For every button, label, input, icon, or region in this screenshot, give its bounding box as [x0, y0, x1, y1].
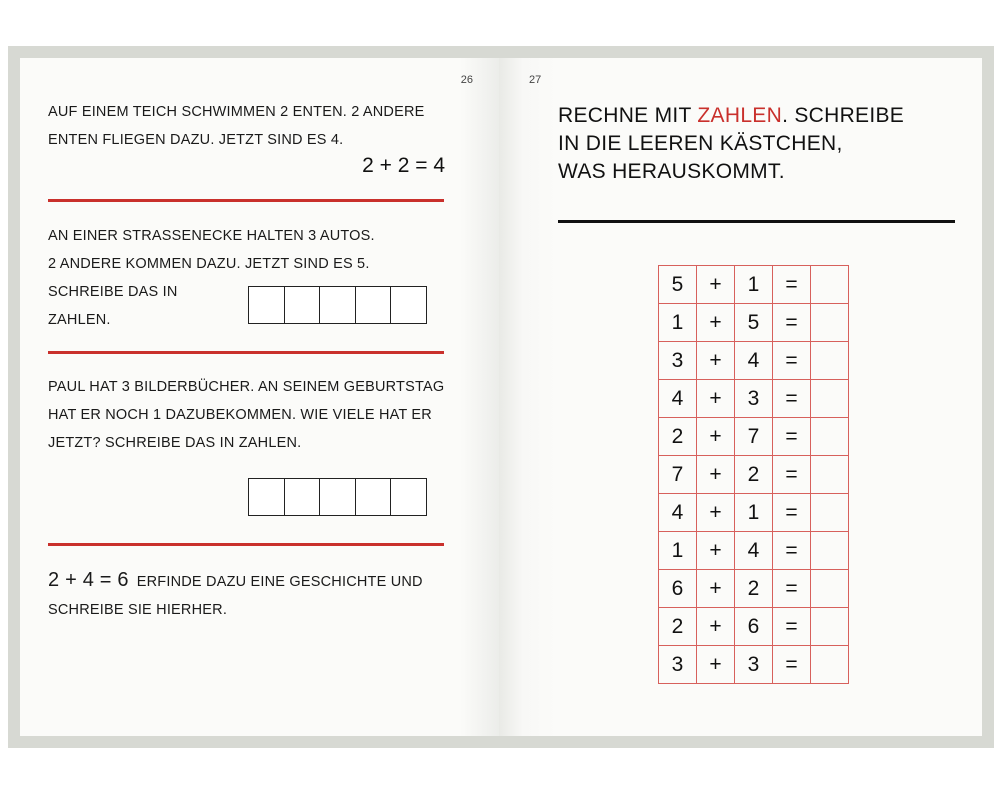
- plus-sign-cell: +: [697, 608, 735, 646]
- headline-line: IN DIE LEEREN KÄSTCHEN,: [558, 132, 843, 155]
- left-page: [20, 58, 499, 736]
- exercise-row: [659, 646, 849, 684]
- addend-b-cell: 2: [735, 456, 773, 494]
- exercise-row: [659, 532, 849, 570]
- task1-line: ENTEN FLIEGEN DAZU. JETZT SIND ES 4.: [48, 132, 344, 148]
- addend-a-cell: 6: [659, 570, 697, 608]
- exercise-row: [659, 494, 849, 532]
- addend-b-cell: 5: [735, 304, 773, 342]
- exercise-row: [659, 266, 849, 304]
- addend-a-cell: 7: [659, 456, 697, 494]
- page-number-right: 27: [529, 74, 542, 86]
- addend-a-cell: 1: [659, 532, 697, 570]
- exercise-row: [659, 418, 849, 456]
- addend-b-cell: 6: [735, 608, 773, 646]
- task4-text: [48, 566, 468, 624]
- task4-line: [48, 566, 468, 596]
- red-divider: [48, 351, 444, 354]
- task4-instruction: ERFINDE DAZU EINE GESCHICHTE UND: [136, 574, 423, 590]
- result-cell[interactable]: [811, 418, 849, 456]
- task1-equation: 2 + 2 = 4: [362, 154, 445, 177]
- plus-sign-cell: +: [697, 304, 735, 342]
- addend-a-cell: 2: [659, 418, 697, 456]
- equals-sign-cell: =: [773, 646, 811, 684]
- exercise-row: [659, 342, 849, 380]
- headline-line: WAS HERAUSKOMMT.: [558, 160, 785, 183]
- addend-a-cell: 2: [659, 608, 697, 646]
- plus-sign-cell: +: [697, 342, 735, 380]
- equals-sign-cell: =: [773, 342, 811, 380]
- equals-sign-cell: =: [773, 304, 811, 342]
- equals-sign-cell: =: [773, 608, 811, 646]
- plus-sign-cell: +: [697, 646, 735, 684]
- result-cell[interactable]: [811, 646, 849, 684]
- headline-highlight: ZAHLEN: [697, 104, 783, 127]
- plus-sign-cell: +: [697, 570, 735, 608]
- plus-sign-cell: +: [697, 380, 735, 418]
- answer-box[interactable]: [248, 478, 285, 516]
- answer-box[interactable]: [319, 478, 356, 516]
- addend-b-cell: 7: [735, 418, 773, 456]
- result-cell[interactable]: [811, 342, 849, 380]
- plus-sign-cell: +: [697, 532, 735, 570]
- exercise-row: [659, 570, 849, 608]
- result-cell[interactable]: [811, 380, 849, 418]
- exercise-row: [659, 380, 849, 418]
- answer-box[interactable]: [319, 286, 356, 324]
- headline-part1: RECHNE MIT: [558, 104, 698, 127]
- result-cell[interactable]: [811, 494, 849, 532]
- task3-line: JETZT? SCHREIBE DAS IN ZAHLEN.: [48, 435, 302, 451]
- exercise-row: [659, 456, 849, 494]
- black-divider: [558, 220, 955, 223]
- answer-box[interactable]: [284, 478, 321, 516]
- answer-box[interactable]: [248, 286, 285, 324]
- addend-a-cell: 3: [659, 646, 697, 684]
- addend-a-cell: 4: [659, 380, 697, 418]
- result-cell[interactable]: [811, 608, 849, 646]
- headline-part2: . SCHREIBE: [782, 104, 905, 127]
- exercise-row: [659, 608, 849, 646]
- addend-b-cell: 2: [735, 570, 773, 608]
- answer-boxes-task2[interactable]: [248, 286, 427, 324]
- result-cell[interactable]: [811, 304, 849, 342]
- right-page: [499, 58, 982, 736]
- task3-text: [48, 373, 448, 457]
- equals-sign-cell: =: [773, 456, 811, 494]
- result-cell[interactable]: [811, 266, 849, 304]
- addition-grid: [658, 265, 849, 684]
- task1-text: [48, 98, 448, 154]
- addend-b-cell: 4: [735, 532, 773, 570]
- addend-b-cell: 3: [735, 646, 773, 684]
- equals-sign-cell: =: [773, 266, 811, 304]
- addend-b-cell: 4: [735, 342, 773, 380]
- addend-a-cell: 3: [659, 342, 697, 380]
- equals-sign-cell: =: [773, 418, 811, 456]
- result-cell[interactable]: [811, 532, 849, 570]
- task3-line: HAT ER NOCH 1 DAZUBEKOMMEN. WIE VIELE HAT ER: [48, 407, 432, 423]
- page-number-left: 26: [460, 74, 473, 86]
- answer-boxes-task3[interactable]: [248, 478, 427, 516]
- plus-sign-cell: +: [697, 418, 735, 456]
- task2-line: SCHREIBE DAS IN: [48, 284, 178, 300]
- addend-b-cell: 1: [735, 494, 773, 532]
- result-cell[interactable]: [811, 570, 849, 608]
- task2-line: ZAHLEN.: [48, 312, 111, 328]
- addend-a-cell: 1: [659, 304, 697, 342]
- red-divider: [48, 199, 444, 202]
- red-divider: [48, 543, 444, 546]
- addend-a-cell: 5: [659, 266, 697, 304]
- plus-sign-cell: +: [697, 494, 735, 532]
- answer-box[interactable]: [355, 286, 392, 324]
- task4-equation: 2 + 4 = 6: [48, 569, 129, 591]
- equals-sign-cell: =: [773, 532, 811, 570]
- answer-box[interactable]: [390, 478, 427, 516]
- plus-sign-cell: +: [697, 456, 735, 494]
- headline-line: [558, 102, 978, 130]
- task2-line: AN EINER STRASSENECKE HALTEN 3 AUTOS.: [48, 228, 375, 244]
- result-cell[interactable]: [811, 456, 849, 494]
- task2-line: 2 ANDERE KOMMEN DAZU. JETZT SIND ES 5.: [48, 256, 370, 272]
- exercise-row: [659, 304, 849, 342]
- plus-sign-cell: +: [697, 266, 735, 304]
- addend-b-cell: 3: [735, 380, 773, 418]
- task4-line: SCHREIBE SIE HIERHER.: [48, 602, 228, 618]
- task3-line: PAUL HAT 3 BILDERBÜCHER. AN SEINEM GEBURTSTAG: [48, 379, 445, 395]
- answer-box[interactable]: [355, 478, 392, 516]
- addend-a-cell: 4: [659, 494, 697, 532]
- equals-sign-cell: =: [773, 494, 811, 532]
- equals-sign-cell: =: [773, 380, 811, 418]
- answer-box[interactable]: [284, 286, 321, 324]
- headline: [558, 102, 978, 186]
- answer-box[interactable]: [390, 286, 427, 324]
- equals-sign-cell: =: [773, 570, 811, 608]
- addend-b-cell: 1: [735, 266, 773, 304]
- task1-line: AUF EINEM TEICH SCHWIMMEN 2 ENTEN. 2 ANDERE: [48, 104, 425, 120]
